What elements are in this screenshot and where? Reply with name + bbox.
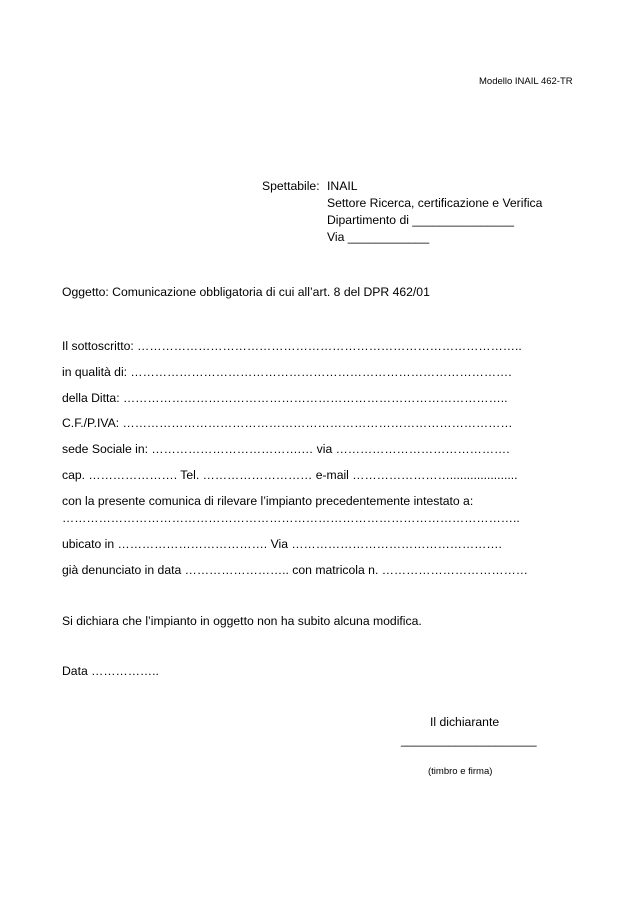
field-previous-owner-label: con la presente comunica di rilevare l’impianto precedentemente intestato a: xyxy=(62,494,474,508)
signature-line: ____________________ xyxy=(401,733,537,747)
field-contacts: cap. …………………. Tel. ……………………… e-mail …………………….................... xyxy=(62,468,518,482)
date-field: Data …………….. xyxy=(62,664,159,678)
recipient-line: Via ____________ xyxy=(327,230,430,244)
recipient-line: INAIL xyxy=(327,179,358,193)
recipient-line: Settore Ricerca, certificazione e Verifica xyxy=(327,196,543,210)
model-code: Modello INAIL 462-TR xyxy=(479,76,573,87)
subject-line: Oggetto: Comunicazione obbligatoria di cui all’art. 8 del DPR 462/01 xyxy=(62,285,430,299)
recipient-line: Dipartimento di _______________ xyxy=(327,213,515,227)
field-company: della Ditta: ………………………………………………………………………………….. xyxy=(62,391,508,405)
field-previous-owner: ………………………………………………………………………………………………….. xyxy=(62,511,520,525)
field-undersigned: Il sottoscritto: ………………………………………………………………………………….. xyxy=(62,339,522,353)
declaration-text: Si dichiara che l’impianto in oggetto non ha subito alcuna modifica. xyxy=(62,614,422,628)
signature-note: (timbro e firma) xyxy=(428,766,493,777)
field-role: in qualità di: …………………………………………………………………………………. xyxy=(62,365,512,379)
signature-label: Il dichiarante xyxy=(430,715,500,729)
field-reported: già denunciato in data …………………….. con matricola n. ……………………………… xyxy=(62,563,528,577)
field-tax-code: C.F./P.IVA: …………………………………………………………………………………… xyxy=(62,416,513,430)
field-registered-office: sede Sociale in: ……………………………….… via ……………………………………. xyxy=(62,442,510,456)
recipient-label: Spettabile: xyxy=(262,179,320,193)
field-location: ubicato in ………………………………. Via ……………………………………………. xyxy=(62,537,502,551)
